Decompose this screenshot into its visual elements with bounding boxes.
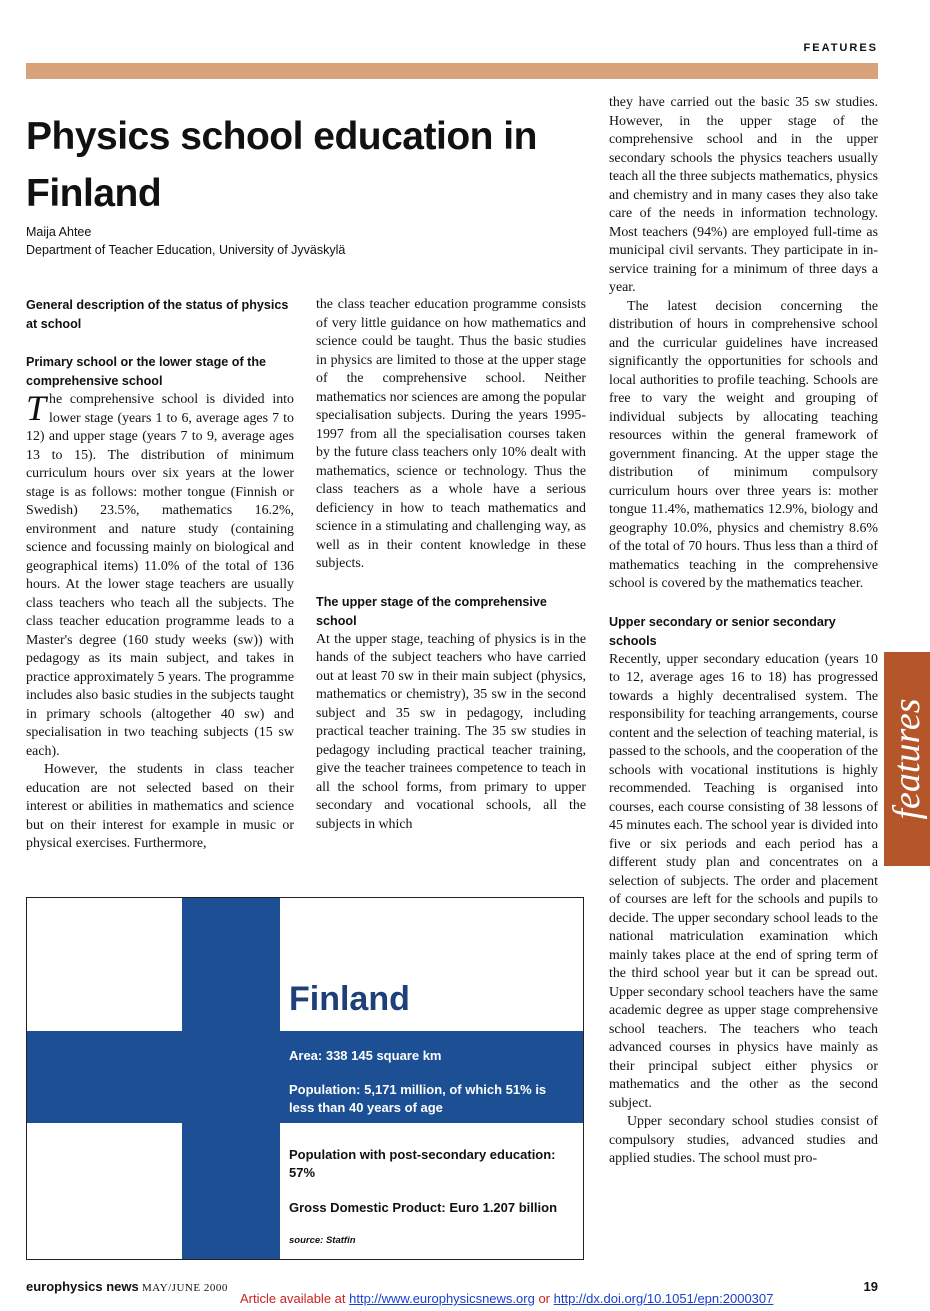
column-2 [316,296,586,834]
subsection-heading-primary: Primary school or the lower stage of the comprehensive school [26,355,267,388]
paragraph: The comprehensive school is divided into lower stage (years 1 to 6, average ages 7 to 12) and upper stage (years 7 to 9, average ages 13 to 15). The distribution of minimum curriculum hours over six years at the lower stage is as follows: mother tongue (Finnish or Swedish) 23.5%, mathematics 16.2%, environment and nature study (containing science and focussing mainly on biological and geographical items) 11.0% of the total of 136 hours. At the lower stage teachers are usually class teachers who teach all the subjects. The class teacher education programme leads to a Master's degree (160 study weeks (sw)) with pedagogy as its main subject, and takes in practice approximately 5 years. The programme includes also basic studies in the subjects taught in primary schools (altogether 40 sw) and specialisation in two teaching subjects (15 sw each). [26,388,294,759]
article-title: Physics school education in Finland [26,115,537,215]
section-heading: General description of the status of physics at school [26,298,289,331]
fact-box-title: Finland [289,980,410,1018]
drop-cap: T [26,388,47,428]
author-affiliation: Department of Teacher Education, University of Jyväskylä [26,243,346,257]
paragraph: the class teacher education programme consists of very little guidance on how mathematics and science could be taught. Thus the basic studies in physics are limited to those at the upper stage of the comprehensive school. Neither mathematics nor sciences are among the popular specialisation subjects. During the years 1995-1997 from all the specialisation courses taken by the future class teachers only 10% dealt with mathematics, science or technology. Thus the class teachers as a whole have a serious deficiency in how to teach mathematics and science in a stimulating and challenging way, as well as in their content knowledge in these subjects. [316,297,586,571]
section-side-tab: features [884,652,930,866]
journal-name: europhysics news [26,1279,139,1294]
author-name: Maija Ahtee [26,225,92,239]
fact-gdp: Gross Domestic Product: Euro 1.207 billion [289,1200,558,1215]
fact-area: Area: 338 145 square km [289,1048,442,1063]
footer-journal [26,1279,228,1295]
doi-link[interactable]: http://dx.doi.org/10.1051/epn:2000307 [553,1291,774,1306]
column-1 [26,296,294,854]
finland-fact-box [26,897,584,1260]
paragraph: Upper secondary school studies consist of compulsory studies, advanced studies and applied studies. The school must pro- [609,1114,878,1166]
fact-education: Population with post-secondary education: 57% [289,1147,556,1180]
author-block [26,223,345,259]
subsection-heading-upper-secondary: Upper secondary or senior secondary schools [609,614,836,648]
europhysicsnews-link[interactable]: http://www.europhysicsnews.org [349,1291,535,1306]
running-head: FEATURES [803,42,878,54]
issue-date: MAY/JUNE 2000 [141,1282,228,1294]
paragraph: Recently, upper secondary education (years 10 to 12, average ages 16 to 18) has progressed towards a highly decentralised system. The responsibility for teaching arrangements, course content and the selection of teaching material, is passed to the schools, and the cooperation of the schools with vocational institutions is highly recommended. Teaching is organised into courses, each course consisting of 38 lessons of 45 minutes each. The school year is divided into five or six periods and each period has a different study plan and concentrates on a selection of subjects. The order and placement of courses are left for the schools and pupils to decide. The upper secondary school leads to the national matriculation examination which mainly takes place at the end of spring term of the third school year but it can be spread out. Upper secondary school teachers have the same academic degree as upper stage comprehensive school teachers. The teachers who teach advanced courses in physics have mainly as their principal subject either physics or mathematics and the other as the second subject. [609,651,878,1111]
subsection-heading-upper-stage: The upper stage of the comprehensive school [316,594,547,628]
page-number: 19 [863,1279,878,1294]
fact-source: source: Statfin [289,1235,356,1246]
paragraph: they have carried out the basic 35 sw studies. However, in the upper stage of the comprehensive school and in the upper secondary schools the physics teachers usually teach all the three subjects mathematics, physics and chemistry and in many cases they also take care of the needs in information technology. Most teachers (94%) are employed full-time as municipal civil servants. They participate in in-service training for a minimum of three days a year. [609,95,878,295]
paragraph: At the upper stage, teaching of physics is in the hands of the subject teachers who have carried out at least 70 sw in their main subject (physics, mathematics or chemistry), 35 sw in the second subject and 35 sw in pedagogy, including practical teacher training. The 35 sw studies in pedagogy including practical teacher training, give the teacher trainees competence to teach in all the school forms, from primary to upper secondary and vocational schools, all the subjects in which [316,631,586,832]
column-3 [609,94,878,1169]
article-link-line: Article available at http://www.europhysicsnews.org or http://dx.doi.org/10.1051/epn:2000307 [240,1291,774,1306]
paragraph: However, the students in class teacher education are not selected based on their interest or abilities in mathematics and science but on their interest for example in music or physical exercises. Furthermore, [26,762,294,851]
header-accent-bar [26,63,878,79]
fact-population: Population: 5,171 million, of which 51% is less than 40 years of age [289,1082,547,1115]
paragraph: The latest decision concerning the distribution of hours in comprehensive school and the curricular guidelines have increased significantly the opportunities for schools and local authorities to profile teaching. Schools are free to vary the weight and grouping of individual subjects by allocating teaching resources within the general framework of government financing. At the upper stage the distribution of minimum compulsory curriculum hours over three years is: mother tongue 11.4%, mathematics 12.9%, biology and geography 10.0%, physics and chemistry 8.6% of the total of 70 hours. Thus less than a third of mathematics teaching in the comprehensive school is covered by the mathematics teacher. [609,298,878,591]
